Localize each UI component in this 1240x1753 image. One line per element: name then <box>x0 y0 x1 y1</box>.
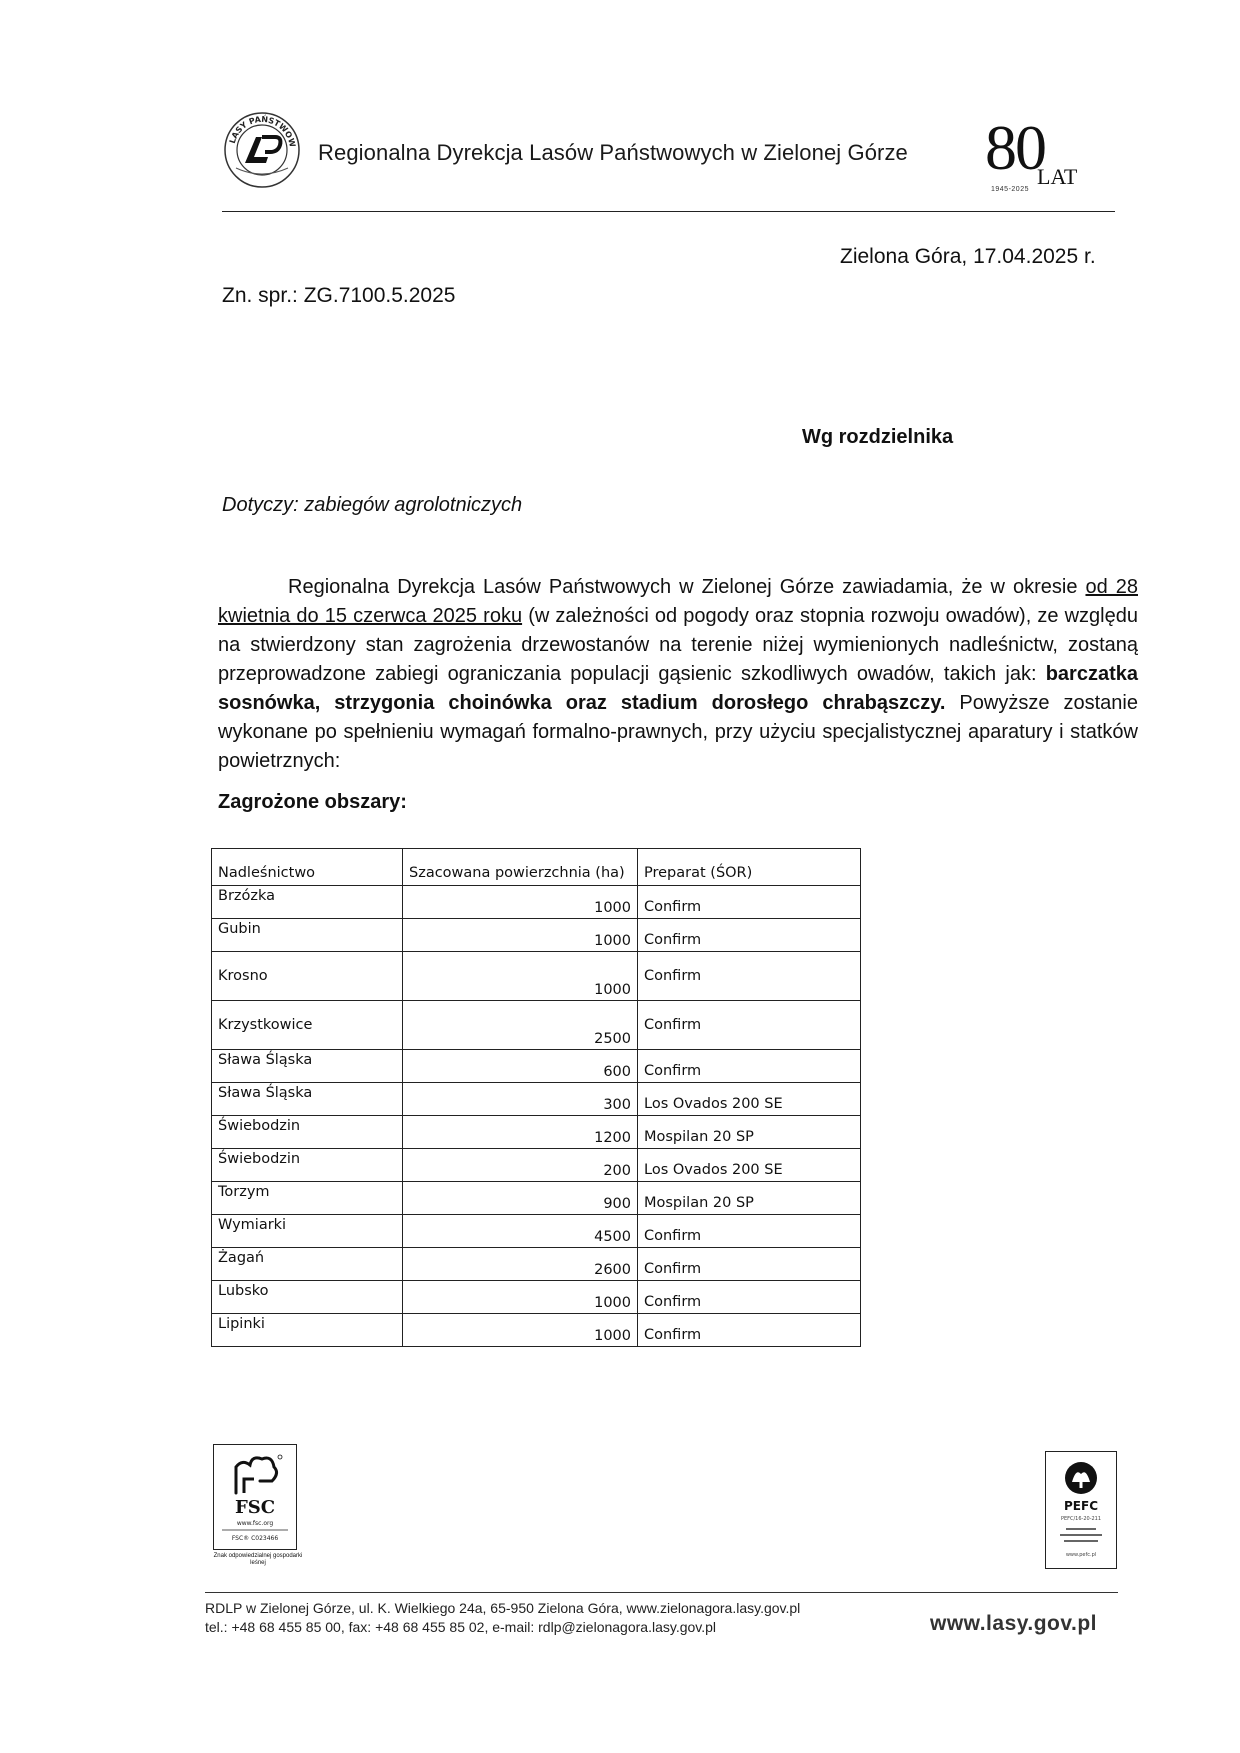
footer-contact: tel.: +48 68 455 85 00, fax: +48 68 455 85 02, e-mail: rdlp@zielonagora.lasy.gov.pl <box>205 1619 717 1635</box>
table-row <box>212 1116 861 1149</box>
subject-line: Dotyczy: zabiegów agrolotniczych <box>222 494 523 516</box>
body-period: od 28 kwietnia do 15 czerwca 2025 roku <box>218 576 1138 627</box>
fsc-logo <box>213 1444 297 1550</box>
table-row <box>212 1182 861 1215</box>
svg-text:LASY PAŃSTWOWE: LASY PAŃSTWOW <box>227 114 298 149</box>
cell-district: Sława Śląska <box>212 1050 403 1083</box>
cell-district: Krzystkowice <box>212 1001 403 1050</box>
cell-preparation: Confirm <box>638 952 861 1001</box>
cell-district: Świebodzin <box>212 1149 403 1182</box>
footer-website: www.lasy.gov.pl <box>930 1612 1097 1635</box>
cell-preparation: Confirm <box>638 1050 861 1083</box>
cell-district: Sława Śląska <box>212 1083 403 1116</box>
table-row <box>212 1083 861 1116</box>
fsc-url: www.fsc.org <box>236 1520 274 1527</box>
table-row <box>212 1149 861 1182</box>
cell-district: Krosno <box>212 952 403 1001</box>
cell-district: Żagań <box>212 1248 403 1281</box>
cell-area: 1200 <box>403 1116 638 1149</box>
body-pests: barczatka sosnówka, strzygonia choinówka oraz stadium dorosłego chrabąszczy. <box>218 663 1138 714</box>
table-row <box>212 886 861 919</box>
pefc-url: www.pefc.pl <box>1065 1552 1097 1558</box>
fsc-code: FSC® C023466 <box>231 1535 279 1542</box>
place-date: Zielona Góra, 17.04.2025 r. <box>840 245 1096 268</box>
cell-preparation: Mospilan 20 SP <box>638 1182 861 1215</box>
cell-area: 1000 <box>403 1281 638 1314</box>
cell-area: 300 <box>403 1083 638 1116</box>
cell-district: Torzym <box>212 1182 403 1215</box>
lasy-panstwowe-logo <box>222 110 302 190</box>
anniversary-word: LAT <box>1037 164 1078 189</box>
cell-preparation: Los Ovados 200 SE <box>638 1083 861 1116</box>
pefc-label: PEFC <box>1064 1499 1098 1513</box>
cell-district: Świebodzin <box>212 1116 403 1149</box>
table-row <box>212 1050 861 1083</box>
table-header-row <box>212 849 861 886</box>
cell-area: 4500 <box>403 1215 638 1248</box>
cell-area: 1000 <box>403 1314 638 1347</box>
table-row <box>212 1248 861 1281</box>
header-forest-district: Nadleśnictwo <box>212 849 403 886</box>
header-preparation: Preparat (ŚOR) <box>638 849 861 886</box>
fsc-caption: Znak odpowiedzialnej gospodarki leśnej <box>213 1553 303 1566</box>
recipient: Wg rozdzielnika <box>802 426 954 448</box>
cell-area: 2500 <box>403 1001 638 1050</box>
fsc-label: FSC <box>234 1497 276 1518</box>
footer-address: RDLP w Zielonej Górze, ul. K. Wielkiego 24a, 65-950 Zielona Góra, www.zielonagora.lasy.gov.pl <box>205 1600 801 1616</box>
cell-preparation: Confirm <box>638 919 861 952</box>
cell-district: Lipinki <box>212 1314 403 1347</box>
areas-title: Zagrożone obszary: <box>218 791 407 813</box>
body-paragraph <box>218 573 1138 776</box>
cell-district: Brzózka <box>212 886 403 919</box>
table-row <box>212 952 861 1001</box>
table-row <box>212 919 861 952</box>
header-area: Szacowana powierzchnia (ha) <box>403 849 638 886</box>
cell-preparation: Los Ovados 200 SE <box>638 1149 861 1182</box>
table-row <box>212 1314 861 1347</box>
cell-area: 900 <box>403 1182 638 1215</box>
body-text-5: Powyższe zostanie wykonane po spełnieniu wymagań formalno-prawnych, przy użyciu specjalistycznej aparatury i statków powietrznych: <box>218 692 1138 772</box>
cell-area: 200 <box>403 1149 638 1182</box>
table-row <box>212 1281 861 1314</box>
letter-body <box>218 573 1138 776</box>
cell-preparation: Confirm <box>638 1215 861 1248</box>
anniversary-years: 1945-2025 <box>991 186 1029 193</box>
cell-area: 1000 <box>403 886 638 919</box>
table-row <box>212 1001 861 1050</box>
body-text-1: Regionalna Dyrekcja Lasów Państwowych w Zielonej Górze zawiadamia, że w okresie <box>288 576 1086 598</box>
cell-district: Wymiarki <box>212 1215 403 1248</box>
cell-preparation: Confirm <box>638 886 861 919</box>
cell-area: 1000 <box>403 952 638 1001</box>
org-name: Regionalna Dyrekcja Lasów Państwowych w Zielonej Górze <box>318 140 908 165</box>
cell-area: 2600 <box>403 1248 638 1281</box>
cell-area: 600 <box>403 1050 638 1083</box>
pefc-code: PEFC/16-20-211 <box>1060 1516 1102 1522</box>
header-divider <box>222 211 1115 212</box>
pefc-logo <box>1045 1451 1117 1569</box>
cell-preparation: Confirm <box>638 1314 861 1347</box>
cell-district: Gubin <box>212 919 403 952</box>
cell-preparation: Confirm <box>638 1281 861 1314</box>
anniversary-number: 80 <box>985 112 1045 183</box>
anniversary-logo <box>983 112 1095 202</box>
cell-district: Lubsko <box>212 1281 403 1314</box>
cell-preparation: Mospilan 20 SP <box>638 1116 861 1149</box>
areas-table <box>211 848 861 1347</box>
body-text-3: (w zależności od pogody oraz stopnia rozwoju owadów), ze względu na stwierdzony stan zagrożenia drzewostanów na terenie niżej wymienionych nadleśnictw, zostaną przeprowadzone zabiegi ograniczania populacji gąsienic szkodliwych owadów, takich jak: <box>218 605 1138 685</box>
cell-area: 1000 <box>403 919 638 952</box>
table-row <box>212 1215 861 1248</box>
cell-preparation: Confirm <box>638 1248 861 1281</box>
footer-divider <box>205 1592 1118 1593</box>
cell-preparation: Confirm <box>638 1001 861 1050</box>
reference-number: Zn. spr.: ZG.7100.5.2025 <box>222 284 456 307</box>
